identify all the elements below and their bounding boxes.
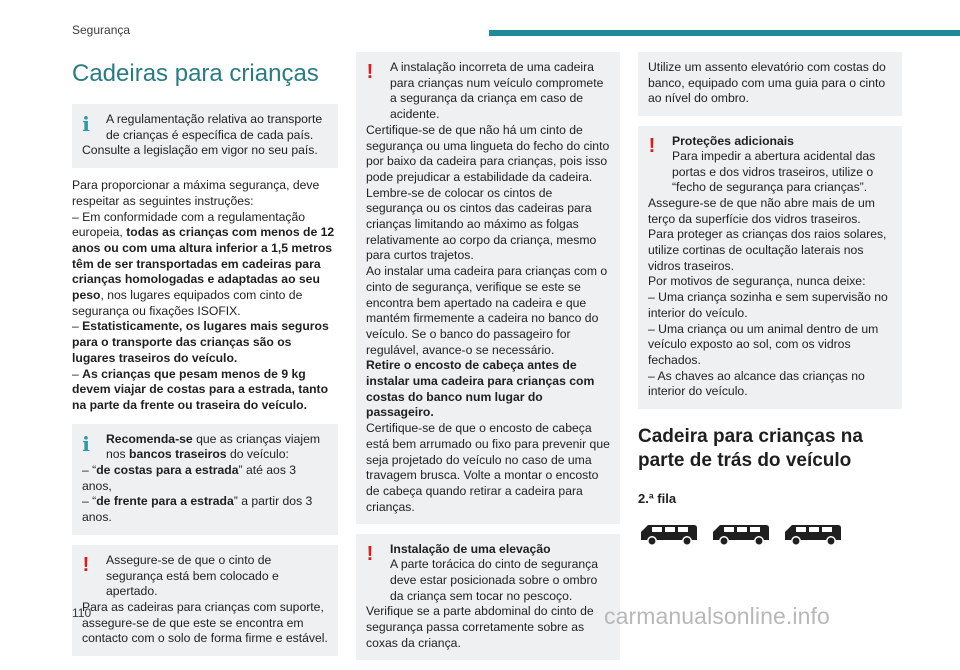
info-text: do veículo: <box>226 447 289 462</box>
page-title: Cadeiras para crianças <box>72 60 319 87</box>
bullet-text: , nos lugares equipados com cinto de segurança ou fixações ISOFIX. <box>72 288 303 318</box>
warning-text: A instalação incorreta de uma cadeira para crianças num veículo compromete a segurança da criança em caso de acidente. <box>390 60 604 122</box>
warning-text: Certifique-se de que o encosto de cabeça está bem arrumado ou fixo para prevenir que seja projetado do veículo no caso de uma travagem brusca. Volte a montar o encosto de cabeça quando retirar a cadeira para crianças. <box>366 421 610 514</box>
van-icon <box>782 520 844 548</box>
info-icon: i <box>82 431 90 456</box>
warning-text: Para proteger as crianças dos raios solares, utilize cortinas de ocultação laterais nos vidros traseiros. <box>648 227 887 273</box>
running-header: Segurança <box>72 23 131 37</box>
warning-text: Assegure-se de que o cinto de segurança está bem colocado e apertado. <box>106 552 279 599</box>
list-item <box>82 463 328 494</box>
info-text: Consulte a legislação em vigor no seu país. <box>82 143 318 158</box>
warning-icon: ! <box>648 135 656 158</box>
warning-box-protections <box>638 126 902 409</box>
info-text: que as crianças viajem nos <box>106 431 321 462</box>
instructions <box>72 178 338 414</box>
watermark: carmanualsonline.info <box>604 603 830 629</box>
warning-box-booster <box>356 534 620 660</box>
info-box-recommendation <box>72 424 338 535</box>
list-item <box>82 494 328 525</box>
bullet-text: – <box>72 366 83 381</box>
info-text: – “ <box>82 463 97 478</box>
intro-text: Para proporcionar a máxima segurança, deve respeitar as seguintes instruções: <box>72 178 320 208</box>
info-bold: de frente para a estrada <box>96 494 234 509</box>
warning-icon: ! <box>366 543 374 566</box>
warning-box-installation <box>356 52 620 524</box>
column-2 <box>356 52 620 670</box>
warning-icon: ! <box>82 553 90 576</box>
warning-title: Instalação de uma elevação <box>390 542 551 557</box>
info-text: A regulamentação relativa ao transporte de crianças é específica de cada país. <box>106 112 323 142</box>
warning-bold: Retire o encosto de cabeça antes de instalar uma cadeira para crianças com costas do banco num lugar do passageiro. <box>366 358 595 420</box>
warning-title: Proteções adicionais <box>672 134 794 149</box>
warning-box-belt <box>72 545 338 656</box>
bullet-bold: As crianças que pesam menos de 9 kg devem viajar de costas para a estrada, tanto na parte da frente ou traseira do veículo. <box>72 366 329 412</box>
bullet-text: – Em conformidade com a regulamentação europeia, <box>72 209 306 240</box>
van-icon <box>638 520 700 548</box>
page-number: 110 <box>72 606 92 620</box>
vehicle-icons <box>638 520 902 548</box>
warning-text: Por motivos de segurança, nunca deixe: <box>648 274 866 289</box>
warning-text: – Uma criança sozinha e sem supervisão no interior do veículo. <box>648 290 888 320</box>
info-bold: de costas para a estrada <box>96 463 239 478</box>
warning-text: Verifique se a parte abdominal do cinto de segurança passa corretamente sobre as coxas da criança. <box>366 604 594 650</box>
bullet-1 <box>72 210 338 320</box>
warning-text: Certifique-se de que não há um cinto de segurança ou uma lingueta do fecho do cinto por baixo da cadeira para crianças, pois isso pode prejudicar a estabilidade da cadeira. <box>366 122 610 184</box>
bullet-text: – <box>72 319 83 334</box>
section-heading: Cadeira para crianças na parte de trás do veículo <box>638 426 863 472</box>
bullet-3 <box>72 367 338 414</box>
bullet-bold: Estatisticamente, os lugares mais seguros para o transporte das crianças são os lugares traseiros do veículo. <box>72 319 329 365</box>
warning-icon: ! <box>366 61 374 83</box>
subsection-heading: 2.ª fila <box>638 491 677 507</box>
van-icon <box>710 520 772 548</box>
info-text: ” a partir dos 3 anos. <box>82 494 313 525</box>
info-text: ” até aos 3 anos, <box>82 463 297 493</box>
bullet-2 <box>72 319 338 366</box>
info-text: – “ <box>82 494 97 509</box>
header-accent-bar <box>489 30 960 36</box>
warning-text: Para as cadeiras para crianças com suporte, assegure-se de que este se encontra em contacto com o solo de forma firme e estável. <box>82 599 328 646</box>
box-booster-seat <box>638 52 902 116</box>
info-bold: bancos traseiros <box>129 447 227 462</box>
warning-text: – As chaves ao alcance das crianças no interior do veículo. <box>648 368 865 399</box>
warning-text: Lembre-se de colocar os cintos de segurança ou os cintos das cadeiras para crianças limitando ao máximo as folgas relativamente ao corpo da criança, mesmo para curtos trajetos. <box>366 185 597 263</box>
column-3 <box>638 52 902 548</box>
info-bold: Recomenda-se <box>106 431 193 446</box>
column-1 <box>72 52 338 666</box>
info-box-regulation <box>72 104 338 168</box>
warning-text: Assegure-se de que não abre mais de um terço da superfície dos vidros traseiros. <box>648 195 875 226</box>
warning-text: A parte torácica do cinto de segurança deve estar posicionada sobre o ombro da criança sem tocar no pescoço. <box>390 557 598 603</box>
info-icon: i <box>82 112 90 136</box>
box-text: Utilize um assento elevatório com costas do banco, equipado com uma guia para o cinto ao nível do ombro. <box>648 60 886 106</box>
warning-text: Ao instalar uma cadeira para crianças com o cinto de segurança, verifique se este se encontra bem apertado na cadeira e que mantém firmemente a cadeira no banco do veículo. Se o banco do passageiro for regulável, avance-o se necessário. <box>366 264 608 357</box>
warning-text: – Uma criança ou um animal dentro de um veículo exposto ao sol, com os vidros fechados. <box>648 321 879 367</box>
warning-text: Para impedir a abertura acidental das portas e dos vidros traseiros, utilize o “fecho de segurança para crianças”. <box>672 148 876 195</box>
bullet-bold: todas as crianças com menos de 12 anos ou com uma altura inferior a 1,5 metros têm de ser transportadas em cadeiras para crianças homologadas e adaptadas ao seu peso <box>72 225 335 303</box>
